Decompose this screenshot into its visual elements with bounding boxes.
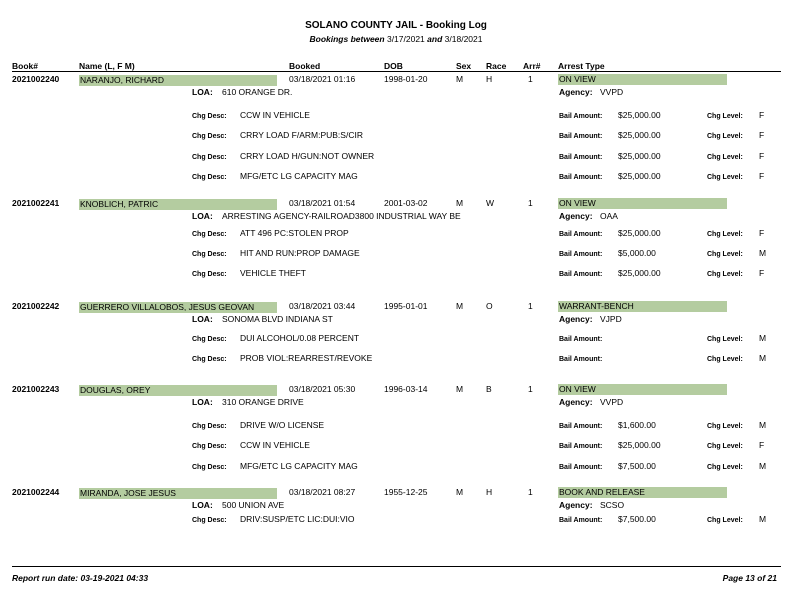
arrest-number: 1	[528, 487, 533, 497]
chg-desc-value: CCW IN VEHICLE	[240, 440, 310, 450]
booked-datetime: 03/18/2021 01:54	[289, 198, 356, 208]
chg-desc-label: Chg Desc:	[192, 356, 227, 363]
chg-desc-label: Chg Desc:	[192, 423, 227, 430]
col-booked: Booked	[289, 61, 321, 71]
arrest-type: WARRANT-BENCH	[558, 301, 727, 312]
chg-desc-label: Chg Desc:	[192, 251, 227, 258]
date-to: 3/18/2021	[444, 34, 483, 44]
bail-amount-value: $25,000.00	[618, 151, 661, 161]
chg-desc-label: Chg Desc:	[192, 231, 227, 238]
agency-value: VVPD	[600, 87, 624, 97]
chg-desc-label: Chg Desc:	[192, 443, 227, 450]
arrest-number: 1	[528, 384, 533, 394]
agency-label: Agency:	[559, 500, 593, 510]
arrest-number: 1	[528, 74, 533, 84]
agency-value: SCSO	[600, 500, 625, 510]
agency-label: Agency:	[559, 397, 593, 407]
chg-level-label: Chg Level:	[707, 464, 743, 471]
chg-desc-label: Chg Desc:	[192, 174, 227, 181]
bail-amount-label: Bail Amount:	[559, 271, 603, 278]
col-race: Race	[486, 61, 507, 71]
dob: 1998-01-20	[384, 74, 428, 84]
chg-level-label: Chg Level:	[707, 154, 743, 161]
chg-level-value: M	[759, 514, 767, 524]
bail-amount-label: Bail Amount:	[559, 154, 603, 161]
sex: M	[456, 74, 464, 84]
chg-level-label: Chg Level:	[707, 251, 743, 258]
arrest-number: 1	[528, 301, 533, 311]
loa-value: 310 ORANGE DRIVE	[222, 397, 304, 407]
loa-value: ARRESTING AGENCY-RAILROAD3800 INDUSTRIAL WAY BE	[222, 211, 461, 221]
bail-amount-label: Bail Amount:	[559, 464, 603, 471]
booked-datetime: 03/18/2021 05:30	[289, 384, 356, 394]
bail-amount-label: Bail Amount:	[559, 356, 603, 363]
inmate-name: GUERRERO VILLALOBOS, JESUS GEOVAN	[79, 302, 277, 313]
bail-amount-value: $25,000.00	[618, 440, 661, 450]
agency-value: VVPD	[600, 397, 624, 407]
loa-value: SONOMA BLVD INDIANA ST	[222, 314, 333, 324]
sex: M	[456, 301, 464, 311]
chg-level-label: Chg Level:	[707, 113, 743, 120]
chg-desc-value: MFG/ETC LG CAPACITY MAG	[240, 461, 358, 471]
sex: M	[456, 198, 464, 208]
agency-value: OAA	[600, 211, 618, 221]
inmate-name: MIRANDA, JOSE JESUS	[79, 488, 277, 499]
chg-desc-label: Chg Desc:	[192, 336, 227, 343]
booked-datetime: 03/18/2021 03:44	[289, 301, 356, 311]
book-number: 2021002241	[12, 198, 60, 208]
race: W	[486, 198, 495, 208]
chg-desc-label: Chg Desc:	[192, 154, 227, 161]
race: B	[486, 384, 492, 394]
bail-amount-label: Bail Amount:	[559, 174, 603, 181]
dob: 1996-03-14	[384, 384, 428, 394]
loa-label: LOA:	[192, 211, 213, 221]
book-number: 2021002242	[12, 301, 60, 311]
subtitle-and: and	[427, 34, 443, 44]
page-number: Page 13 of 21	[722, 573, 777, 583]
booked-datetime: 03/18/2021 01:16	[289, 74, 356, 84]
inmate-name: DOUGLAS, OREY	[79, 385, 277, 396]
bail-amount-label: Bail Amount:	[559, 251, 603, 258]
book-number: 2021002240	[12, 74, 60, 84]
bail-amount-value: $1,600.00	[618, 420, 656, 430]
loa-label: LOA:	[192, 314, 213, 324]
dob: 1955-12-25	[384, 487, 428, 497]
report-subtitle	[0, 34, 792, 44]
bail-amount-label: Bail Amount:	[559, 423, 603, 430]
bail-amount-value: $25,000.00	[618, 268, 661, 278]
chg-level-label: Chg Level:	[707, 443, 743, 450]
bail-amount-label: Bail Amount:	[559, 336, 603, 343]
chg-desc-label: Chg Desc:	[192, 133, 227, 140]
chg-desc-value: PROB VIOL:REARREST/REVOKE	[240, 353, 373, 363]
chg-level-value: M	[759, 248, 767, 258]
col-arrest-type: Arrest Type	[558, 61, 605, 71]
dob: 1995-01-01	[384, 301, 428, 311]
arrest-number: 1	[528, 198, 533, 208]
chg-level-label: Chg Level:	[707, 423, 743, 430]
booked-datetime: 03/18/2021 08:27	[289, 487, 356, 497]
sex: M	[456, 384, 464, 394]
bail-amount-value: $25,000.00	[618, 130, 661, 140]
bail-amount-label: Bail Amount:	[559, 231, 603, 238]
bail-amount-label: Bail Amount:	[559, 133, 603, 140]
book-number: 2021002243	[12, 384, 60, 394]
loa-label: LOA:	[192, 87, 213, 97]
report-run-date: Report run date: 03-19-2021 04:33	[12, 573, 149, 583]
chg-level-value: F	[759, 130, 765, 140]
chg-level-value: F	[759, 440, 765, 450]
chg-desc-label: Chg Desc:	[192, 271, 227, 278]
bail-amount-value: $7,500.00	[618, 514, 656, 524]
chg-desc-label: Chg Desc:	[192, 113, 227, 120]
chg-desc-value: CRRY LOAD F/ARM:PUB:S/CIR	[240, 130, 363, 140]
chg-level-label: Chg Level:	[707, 231, 743, 238]
agency-label: Agency:	[559, 87, 593, 97]
bail-amount-label: Bail Amount:	[559, 517, 603, 524]
subtitle-prefix: Bookings between	[309, 34, 385, 44]
race: O	[486, 301, 493, 311]
chg-desc-value: VEHICLE THEFT	[240, 268, 306, 278]
book-number: 2021002244	[12, 487, 60, 497]
report-title: SOLANO COUNTY JAIL - Booking Log	[305, 20, 487, 31]
loa-value: 610 ORANGE DR.	[222, 87, 293, 97]
dob: 2001-03-02	[384, 198, 428, 208]
bail-amount-value: $25,000.00	[618, 171, 661, 181]
chg-desc-label: Chg Desc:	[192, 464, 227, 471]
footer-rule	[12, 566, 781, 567]
chg-level-value: M	[759, 333, 767, 343]
arrest-type: BOOK AND RELEASE	[558, 487, 727, 498]
chg-desc-value: DUI ALCOHOL/0.08 PERCENT	[240, 333, 360, 343]
chg-level-label: Chg Level:	[707, 271, 743, 278]
bail-amount-value: $5,000.00	[618, 248, 656, 258]
chg-desc-value: CCW IN VEHICLE	[240, 110, 310, 120]
chg-level-label: Chg Level:	[707, 336, 743, 343]
arrest-type: ON VIEW	[558, 74, 727, 85]
inmate-name: NARANJO, RICHARD	[79, 75, 277, 86]
agency-label: Agency:	[559, 314, 593, 324]
chg-level-value: F	[759, 171, 765, 181]
chg-desc-value: CRRY LOAD H/GUN:NOT OWNER	[240, 151, 375, 161]
chg-level-value: F	[759, 110, 765, 120]
loa-label: LOA:	[192, 397, 213, 407]
chg-level-label: Chg Level:	[707, 174, 743, 181]
header-rule	[12, 71, 781, 72]
race: H	[486, 74, 493, 84]
bail-amount-label: Bail Amount:	[559, 443, 603, 450]
sex: M	[456, 487, 464, 497]
col-name: Name (L, F M)	[79, 61, 135, 71]
bail-amount-value: $25,000.00	[618, 110, 661, 120]
bail-amount-label: Bail Amount:	[559, 113, 603, 120]
chg-desc-value: DRIVE W/O LICENSE	[240, 420, 325, 430]
chg-level-value: M	[759, 461, 767, 471]
chg-desc-label: Chg Desc:	[192, 517, 227, 524]
col-sex: Sex	[456, 61, 472, 71]
arrest-type: ON VIEW	[558, 384, 727, 395]
arrest-type: ON VIEW	[558, 198, 727, 209]
bail-amount-value: $25,000.00	[618, 228, 661, 238]
chg-level-value: M	[759, 420, 767, 430]
chg-desc-value: MFG/ETC LG CAPACITY MAG	[240, 171, 358, 181]
loa-label: LOA:	[192, 500, 213, 510]
date-from: 3/17/2021	[386, 34, 425, 44]
chg-level-label: Chg Level:	[707, 133, 743, 140]
race: H	[486, 487, 493, 497]
chg-level-value: F	[759, 268, 765, 278]
chg-level-value: M	[759, 353, 767, 363]
chg-level-value: F	[759, 228, 765, 238]
chg-level-label: Chg Level:	[707, 517, 743, 524]
chg-level-label: Chg Level:	[707, 356, 743, 363]
inmate-name: KNOBLICH, PATRIC	[79, 199, 277, 210]
agency-value: VJPD	[600, 314, 622, 324]
col-arr: Arr#	[523, 61, 541, 71]
loa-value: 500 UNION AVE	[222, 500, 285, 510]
chg-desc-value: HIT AND RUN:PROP DAMAGE	[240, 248, 360, 258]
bail-amount-value: $7,500.00	[618, 461, 656, 471]
col-book: Book#	[12, 61, 38, 71]
chg-level-value: F	[759, 151, 765, 161]
chg-desc-value: ATT 496 PC:STOLEN PROP	[240, 228, 349, 238]
col-dob: DOB	[384, 61, 403, 71]
agency-label: Agency:	[559, 211, 593, 221]
chg-desc-value: DRIV:SUSP/ETC LIC:DUI:VIO	[240, 514, 355, 524]
